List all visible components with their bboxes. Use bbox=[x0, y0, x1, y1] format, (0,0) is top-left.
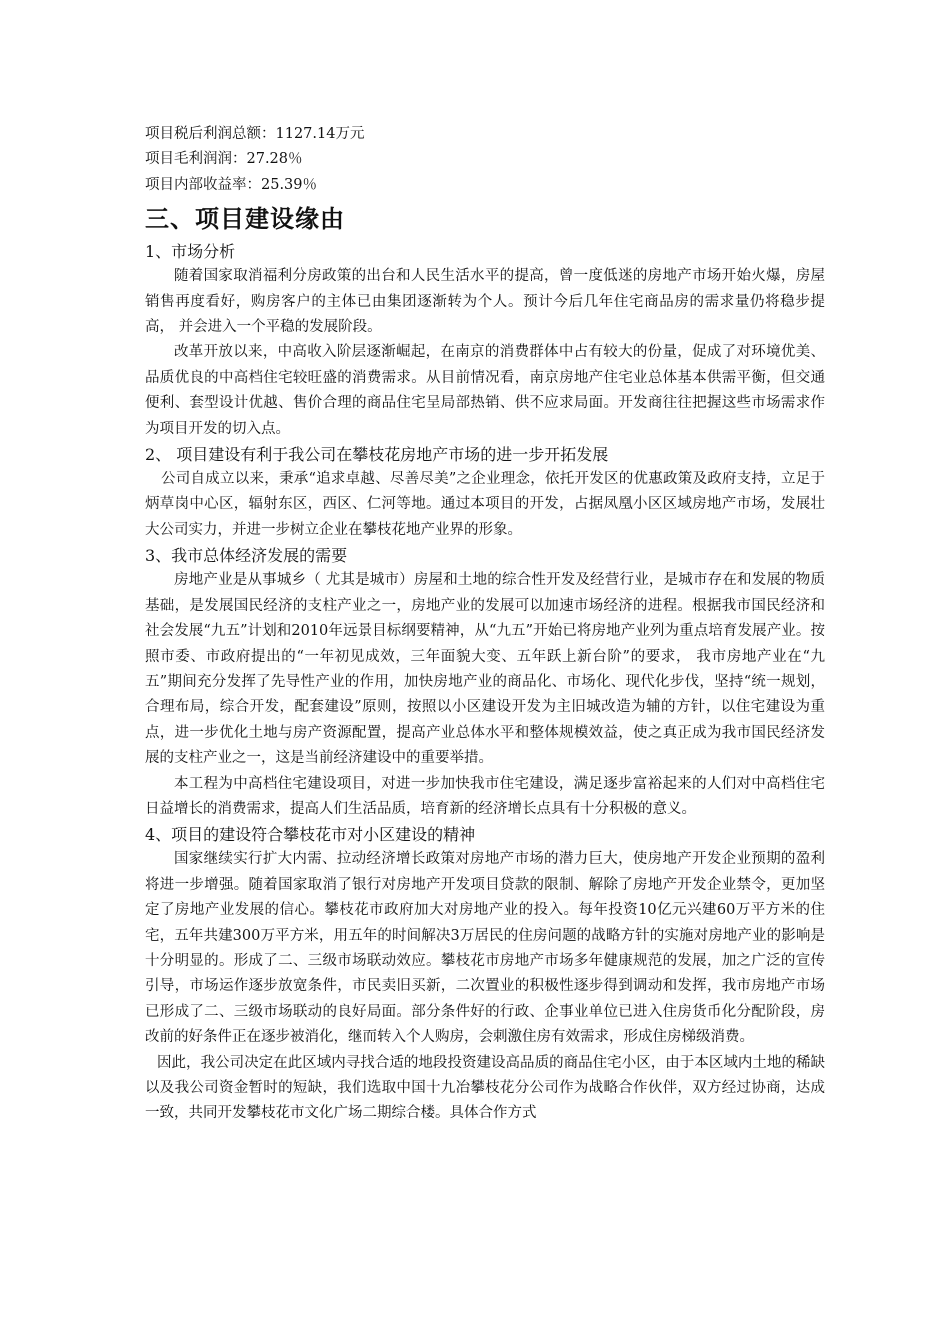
paragraph: 公司自成立以来，秉承“追求卓越、尽善尽美”之企业理念，依托开发区的优惠政策及政府支持，立足于炳草岗中心区，辐射东区，西区、仁河等地。通过本项目的开发，占据凤凰小区区域房地产市场，发展壮大公司实力，并进一步树立企业在攀枝花地产业界的形象。 bbox=[145, 471, 825, 538]
document-page bbox=[145, 122, 825, 1127]
section-title: 三、项目建设缘由 bbox=[145, 205, 345, 234]
paragraph: 因此，我公司决定在此区域内寻找合适的地段投资建设高品质的商品住宅小区，由于本区域内土地的稀缺以及我公司资金暂时的短缺，我们选取中国十九冶攀枝花分公司作为战略合作伙伴，双方经过协商，达成一致，共同开发攀枝花市文化广场二期综合楼。具体合作方式 bbox=[145, 1054, 825, 1122]
heading-community-policy: 4、项目的建设符合攀枝花市对小区建设的精神 bbox=[145, 825, 476, 845]
profit-total: 项目税后利润总额：1127.14万元 bbox=[145, 126, 365, 142]
paragraph: 房地产业是从事城乡（ 尤其是城市）房屋和土地的综合性开发及经营行业，是城市存在和发展的物质基础，是发展国民经济的支柱产业之一，房地产业的发展可以加速市场经济的进程。根据我市国民经济和社会发展“九五”计划和2010年远景目标纲要精神，从“九五”开始已将房地产业列为重点培育发展产业。按照市委、市政府提出的“一年初见成效，三年面貌大变、五年跃上新台阶”的要求， 我市房地产业在“九五”期间充分发挥了先导性产业的作用，加快房地产业的商品化、市场化、现代化步伐，坚持“统一规划，合理布局，综合开发，配套建设”原则，按照以小区建设开发为主旧城改造为辅的方针，以住宅建设为重点，进一步优化土地与房产资源配置，提高产业总体水平和整体规模效益，使之真正成为我市国民经济发展的支柱产业之一，这是当前经济建设中的重要举措。 bbox=[145, 572, 825, 767]
paragraph: 本工程为中高档住宅建设项目，对进一步加快我市住宅建设，满足逐步富裕起来的人们对中高档住宅日益增长的消费需求，提高人们生活品质，培育新的经济增长点具有十分积极的意义。 bbox=[145, 775, 825, 817]
irr: 项目内部收益率：25.39％ bbox=[145, 176, 318, 193]
paragraph: 国家继续实行扩大内需、拉动经济增长政策对房地产市场的潜力巨大，使房地产开发企业预期的盈利将进一步增强。随着国家取消了银行对房地产开发项目贷款的限制、解除了房地产开发企业禁令，更加坚定了房地产业发展的信心。攀枝花市政府加大对房地产业的投入。每年投资10亿元兴建60万平方米的住宅，五年共建300万平方米，用五年的时间解决3万居民的住房问题的战略方针的实施对房地产业的影响是十分明显的。形成了二、三级市场联动效应。攀枝花市房地产市场多年健康规范的发展，加之广泛的宣传引导，市场运作逐步放宽条件，市民卖旧买新，二次置业的积极性逐步得到调动和发挥，我市房地产市场已形成了二、三级市场联动的良好局面。部分条件好的行政、企事业单位已进入住房货币化分配阶段，房改前的好条件正在逐步被消化，继而转入个人购房，会刺激住房有效需求，形成住房梯级消费。 bbox=[145, 851, 825, 1046]
paragraph: 改革开放以来，中高收入阶层逐渐崛起，在南京的消费群体中占有较大的份量，促成了对环境优美、品质优良的中高档住宅较旺盛的消费需求。从目前情况看，南京房地产住宅业总体基本供需平衡，但交通便利、套型设计优越、售价合理的商品住宅呈局部热销、供不应求局面。开发商往往把握这些市场需求作为项目开发的切入点。 bbox=[145, 344, 825, 437]
gross-margin: 项目毛利润润：27.28％ bbox=[145, 151, 303, 168]
heading-market-analysis: 1、市场分析 bbox=[145, 242, 236, 262]
paragraph: 随着国家取消福利分房政策的出台和人民生活水平的提高，曾一度低迷的房地产市场开始火爆，房屋销售再度看好，购房客户的主体已由集团逐渐转为个人。预计今后几年住宅商品房的需求量仍将稳步提高， 并会进入一个平稳的发展阶段。 bbox=[145, 268, 825, 336]
heading-economic-development: 3、我市总体经济发展的需要 bbox=[145, 546, 348, 566]
heading-company-development: 2、 项目建设有利于我公司在攀枝花房地产市场的进一步开拓发展 bbox=[145, 445, 609, 465]
